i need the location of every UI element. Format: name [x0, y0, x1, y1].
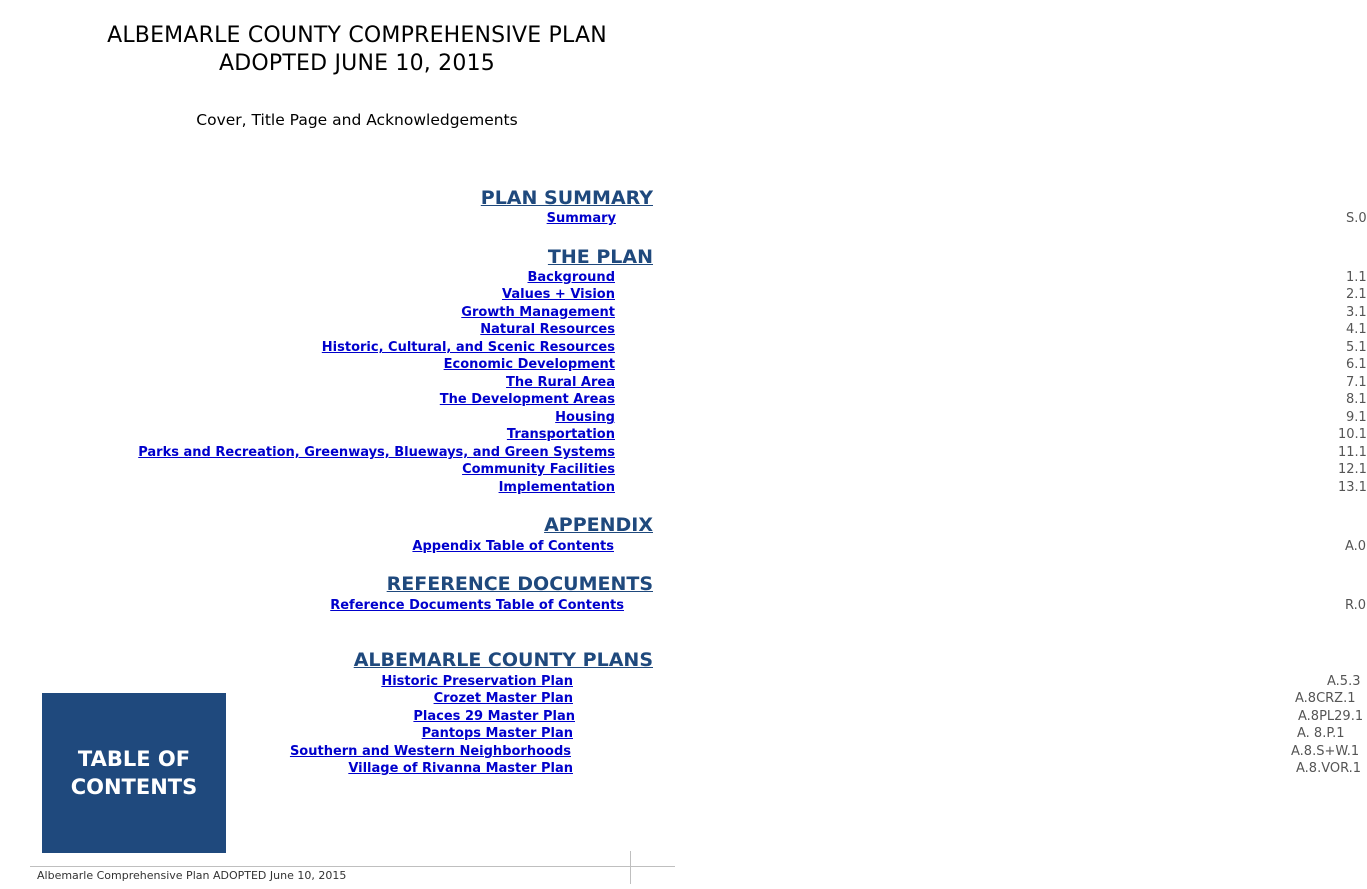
toc-link-rural-area[interactable]: The Rural Area [506, 375, 615, 390]
toc-page-number: 13.1 [1338, 480, 1367, 495]
toc-link-historic-preservation-plan[interactable]: Historic Preservation Plan [381, 674, 573, 689]
toc-link-growth-management[interactable]: Growth Management [461, 305, 615, 320]
title-line-2: ADOPTED JUNE 10, 2015 [219, 51, 495, 76]
toc-page-number: A.0 [1345, 539, 1367, 554]
toc-link-southern-western-neighborhoods[interactable]: Southern and Western Neighborhoods [289, 744, 571, 759]
toc-page-number: 11.1 [1338, 445, 1367, 460]
toc-page-number: 12.1 [1338, 462, 1367, 477]
title-line-1: ALBEMARLE COUNTY COMPREHENSIVE PLAN [107, 23, 607, 48]
toc-box-line-2: CONTENTS [70, 775, 198, 799]
toc-box-line-1: TABLE OF [77, 747, 191, 771]
toc-link-historic-cultural-scenic[interactable]: Historic, Cultural, and Scenic Resources [321, 340, 615, 355]
toc-page-number: 2.1 [1346, 287, 1367, 302]
toc-link-housing[interactable]: Housing [555, 410, 615, 425]
toc-page-number: R.0 [1345, 598, 1366, 613]
toc-page-number: 9.1 [1346, 410, 1367, 425]
heading-plan-summary[interactable]: PLAN SUMMARY [480, 187, 653, 209]
toc-page-number: A.8.S+W.1 [1291, 744, 1360, 759]
toc-page-number: 7.1 [1346, 375, 1367, 390]
toc-link-pantops-master-plan[interactable]: Pantops Master Plan [421, 726, 573, 741]
toc-link-places29-master-plan[interactable]: Places 29 Master Plan [413, 709, 575, 724]
toc-page-number: 1.1 [1346, 270, 1367, 285]
toc-page-number: 6.1 [1346, 357, 1367, 372]
toc-link-economic-development[interactable]: Economic Development [443, 357, 615, 372]
footer-vertical-divider [630, 851, 631, 884]
toc-page-number: 3.1 [1346, 305, 1367, 320]
toc-link-background[interactable]: Background [527, 270, 615, 285]
toc-link-transportation[interactable]: Transportation [506, 427, 615, 442]
heading-appendix[interactable]: APPENDIX [544, 514, 653, 536]
toc-link-parks-recreation[interactable]: Parks and Recreation, Greenways, Blueways, and Green Systems [138, 445, 615, 460]
toc-page-number: A.8PL29.1 [1298, 709, 1364, 724]
toc-link-crozet-master-plan[interactable]: Crozet Master Plan [433, 691, 573, 706]
toc-page-number: A.8.VOR.1 [1296, 761, 1362, 776]
toc-link-community-facilities[interactable]: Community Facilities [462, 462, 615, 477]
toc-page-number: A.8CRZ.1 [1295, 691, 1356, 706]
toc-page-number: A. 8.P.1 [1297, 726, 1345, 741]
heading-albemarle-county-plans[interactable]: ALBEMARLE COUNTY PLANS [353, 649, 653, 671]
footer-divider [30, 866, 675, 867]
toc-page-number: 4.1 [1346, 322, 1367, 337]
toc-page-number: 10.1 [1338, 427, 1367, 442]
toc-link-village-of-rivanna-master-plan[interactable]: Village of Rivanna Master Plan [348, 761, 573, 776]
toc-link-summary[interactable]: Summary [546, 211, 616, 226]
toc-link-implementation[interactable]: Implementation [498, 480, 615, 495]
document-title [0, 22, 714, 78]
heading-the-plan[interactable]: THE PLAN [547, 246, 653, 268]
toc-page-number: A.5.3 [1327, 674, 1361, 689]
toc-page-number: 8.1 [1346, 392, 1367, 407]
heading-reference-documents[interactable]: REFERENCE DOCUMENTS [386, 573, 653, 595]
page-footer: Albemarle Comprehensive Plan ADOPTED June 10, 2015 [37, 869, 347, 882]
toc-link-values-vision[interactable]: Values + Vision [501, 287, 615, 302]
toc-page-number: 5.1 [1346, 340, 1367, 355]
toc-link-natural-resources[interactable]: Natural Resources [480, 322, 615, 337]
toc-link-development-areas[interactable]: The Development Areas [439, 392, 615, 407]
toc-link-reference-toc[interactable]: Reference Documents Table of Contents [330, 598, 624, 613]
table-of-contents-box [42, 693, 226, 853]
toc-link-appendix-toc[interactable]: Appendix Table of Contents [412, 539, 614, 554]
toc-page-number: S.0 [1346, 211, 1367, 226]
cover-title-acknowledgements: Cover, Title Page and Acknowledgements [196, 111, 518, 129]
